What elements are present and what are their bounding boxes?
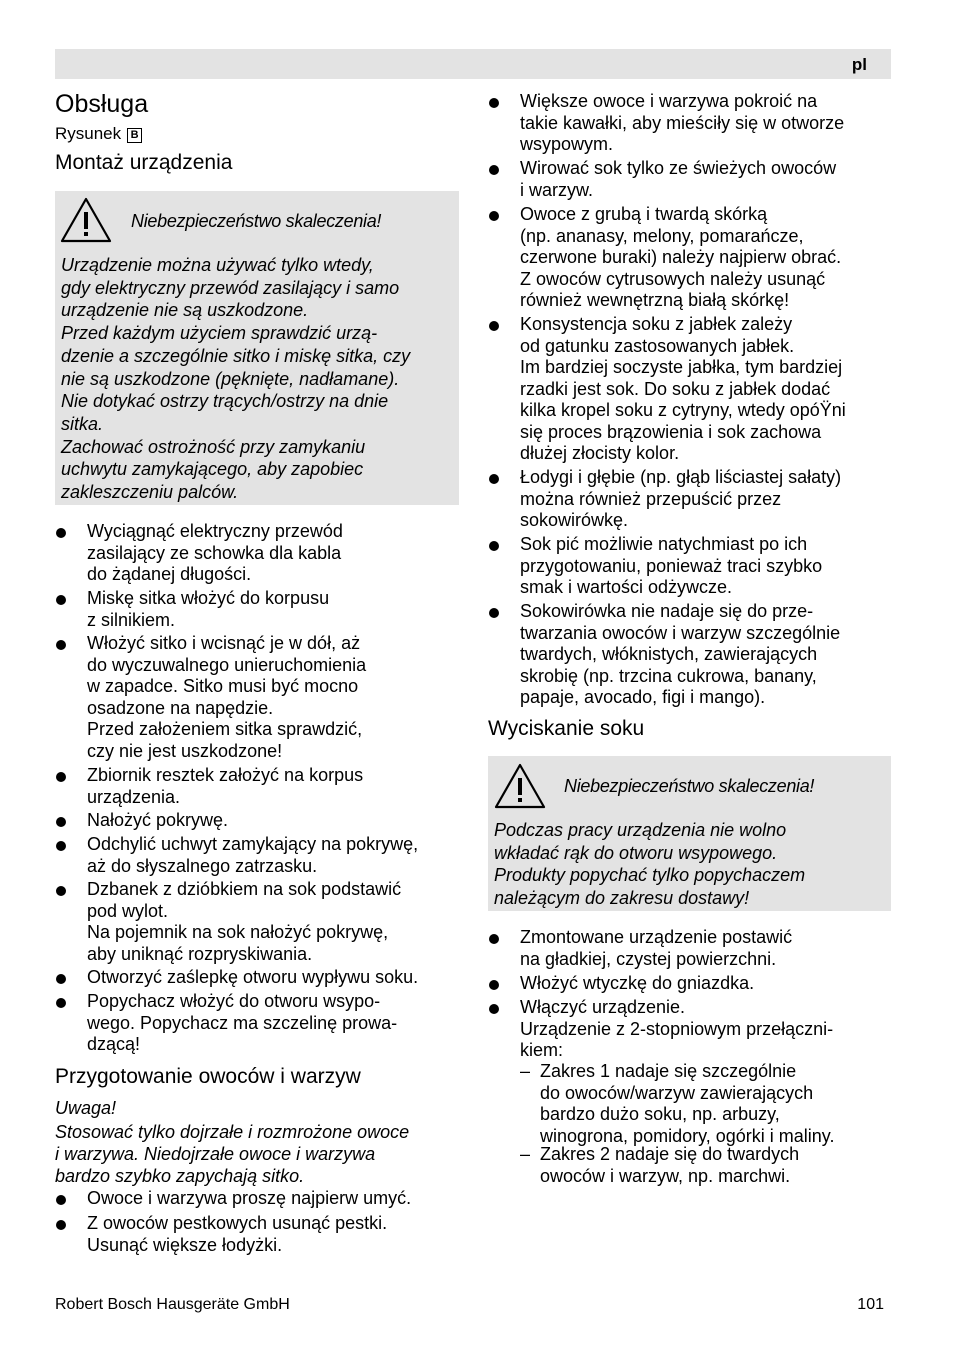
list-item-text: Zmontowane urządzenie postawić na gładkiej, czystej powierzchni. <box>520 927 793 969</box>
bullet-icon <box>56 1195 66 1205</box>
bullet-icon <box>489 980 499 990</box>
list-item-text: Wyciągnąć elektryczny przewód zasilający ze schowka dla kabla do żądanej długości. <box>87 521 343 584</box>
list-item-text: Większe owoce i warzywa pokroić na takie kawałki, aby mieściły się w otworze wsypowym. <box>520 91 845 154</box>
bullet-icon <box>489 1004 499 1014</box>
warning-text: Urządzenie można używać tylko wtedy, gdy elektryczny przewód zasilający i samo urządzenie nie są uszkodzone. Przed każdym użyciem sprawdzić urzą- dzenie a szczególnie sitko i miskę sitka, czy nie są uszkodzone (pęknięte, nadłamane). Nie dotykać ostrzy trących/ostrzy na dnie sitka. Zachować ostrożność przy zamykaniu uchwytu zamykającego, aby zapobiec zakleszczeniu palców. <box>61 255 411 503</box>
bullet-icon <box>56 528 66 538</box>
language-code: pl <box>851 55 867 74</box>
dash-marker: – <box>520 1061 531 1081</box>
list-item-text: Odchylić uchwyt zamykający na pokrywę, aż do słyszalnego zatrzasku. <box>87 834 419 876</box>
list-item-text: Włożyć sitko i wcisnąć je w dół, aż do wyczuwalnego unieruchomienia w zapadce. Sitko musi być mocno osadzone na napędzie. Przed założeniem sitka sprawdzić, czy nie jest uszkodzone! <box>87 633 367 761</box>
bullet-icon <box>56 974 66 984</box>
bullet-icon <box>489 321 499 331</box>
bullet-icon <box>489 474 499 484</box>
bullet-icon <box>489 211 499 221</box>
list-item-text: Wirować sok tylko ze świeżych owoców i warzyw. <box>520 158 837 200</box>
list-item-text: Włączyć urządzenie. Urządzenie z 2-stopniowym przełączni- kiem: <box>520 997 834 1060</box>
list-item-text: Zbiornik resztek założyć na korpus urządzenia. <box>87 765 364 807</box>
speed-setting-text: Zakres 1 nadaje się szczególnie do owoców/warzyw zawierających bardzo dużo soku, np. arbuzy, winogrona, pomidory, ogórki i maliny. <box>540 1061 835 1146</box>
bullet-icon <box>56 998 66 1008</box>
list-item-text: Sok pić możliwie natychmiast po ich przygotowaniu, ponieważ traci szybko smak i wartości odżywcze. <box>520 534 823 597</box>
page-title: Obsługa <box>55 90 149 118</box>
warning-text: Podczas pracy urządzenia nie wolno wkładać rąk do otworu wsypowego. Produkty popychać tylko popychaczem należącym do zakresu dostawy! <box>494 820 806 909</box>
bullet-icon <box>56 640 66 650</box>
list-item-text: Włożyć wtyczkę do gniazdka. <box>520 973 755 993</box>
list-item-text: Konsystencja soku z jabłek zależy od gatunku zastosowanych jabłek. Im bardziej soczyste jabłka, tym bardziej rzadki jest sok. Do soku z jabłek dodać kilka kropel soku z cytryny, wtedy opóŸni się proces brązowienia i sok zachowa dłużej złocisty kolor. <box>520 314 846 463</box>
warning-box-injury <box>55 191 459 505</box>
list-item-text: Miskę sitka włożyć do korpusu z silnikiem. <box>87 588 330 630</box>
bullet-icon <box>56 595 66 605</box>
bullet-icon <box>56 817 66 827</box>
language-header-bar <box>55 49 891 79</box>
warning-title: Niebezpieczeństwo skaleczenia! <box>564 776 815 796</box>
section-title-assembly: Montaż urządzenia <box>55 151 233 174</box>
figure-reference <box>55 124 142 144</box>
list-item-text: Nałożyć pokrywę. <box>87 810 229 830</box>
bullet-icon <box>56 886 66 896</box>
bullet-icon <box>489 934 499 944</box>
warning-triangle-icon <box>59 196 113 244</box>
caution-label: Uwaga! <box>55 1098 117 1118</box>
list-item-text: Popychacz włożyć do otworu wsypo- wego. Popychacz ma szczelinę prowa- dzącą! <box>87 991 398 1054</box>
speed-setting-text: Zakres 2 nadaje się do twardych owoców i warzyw, np. marchwi. <box>540 1144 800 1186</box>
warning-box-juicing <box>488 756 891 911</box>
caution-text: Stosować tylko dojrzałe i rozmrożone owoce i warzywa. Niedojrzałe owoce i warzywa bardzo szybko zapychają sitko. <box>55 1122 410 1186</box>
bullet-icon <box>489 98 499 108</box>
list-item-text: Łodygi i głębie (np. głąb liściastej sałaty) można również przepuścić przez sokowirówkę. <box>520 467 842 530</box>
bullet-icon <box>489 165 499 175</box>
bullet-icon <box>489 541 499 551</box>
warning-title: Niebezpieczeństwo skaleczenia! <box>131 211 382 231</box>
list-item-text: Dzbanek z dzióbkiem na sok podstawić pod wylot. Na pojemnik na sok nałożyć pokrywę, aby uniknąć rozpryskiwania. <box>87 879 402 964</box>
bullet-icon <box>489 608 499 618</box>
figure-letter-box: B <box>127 128 142 143</box>
bullet-icon <box>56 772 66 782</box>
dash-marker: – <box>520 1144 531 1164</box>
section-title-juicing: Wyciskanie soku <box>488 717 645 740</box>
bullet-icon <box>56 841 66 851</box>
list-item-text: Owoce i warzywa proszę najpierw umyć. <box>87 1188 412 1208</box>
bullet-icon <box>56 1220 66 1230</box>
list-item-text: Otworzyć zaślepkę otworu wypływu soku. <box>87 967 419 987</box>
figure-label: Rysunek <box>55 124 122 143</box>
page-number: 101 <box>857 1296 884 1313</box>
warning-triangle-icon <box>493 762 547 810</box>
list-item-text: Owoce z grubą i twardą skórką (np. ananasy, melony, pomarańcze, czerwone buraki) należy najpierw obrać. Z owoców cytrusowych należy usunąć również wewnętrzną białą skórkę! <box>520 204 842 310</box>
list-item-text: Sokowirówka nie nadaje się do prze- twarzania owoców i warzyw szczególnie twardych, włóknistych, zawierających skrobię (np. trzcina cukrowa, banany, papaje, avocado, figi i mango). <box>520 601 841 707</box>
footer-company: Robert Bosch Hausgeräte GmbH <box>55 1296 290 1313</box>
list-item-text: Z owoców pestkowych usunąć pestki. Usunąć większe łodyżki. <box>87 1213 388 1255</box>
section-title-preparation: Przygotowanie owoców i warzyw <box>55 1065 361 1088</box>
